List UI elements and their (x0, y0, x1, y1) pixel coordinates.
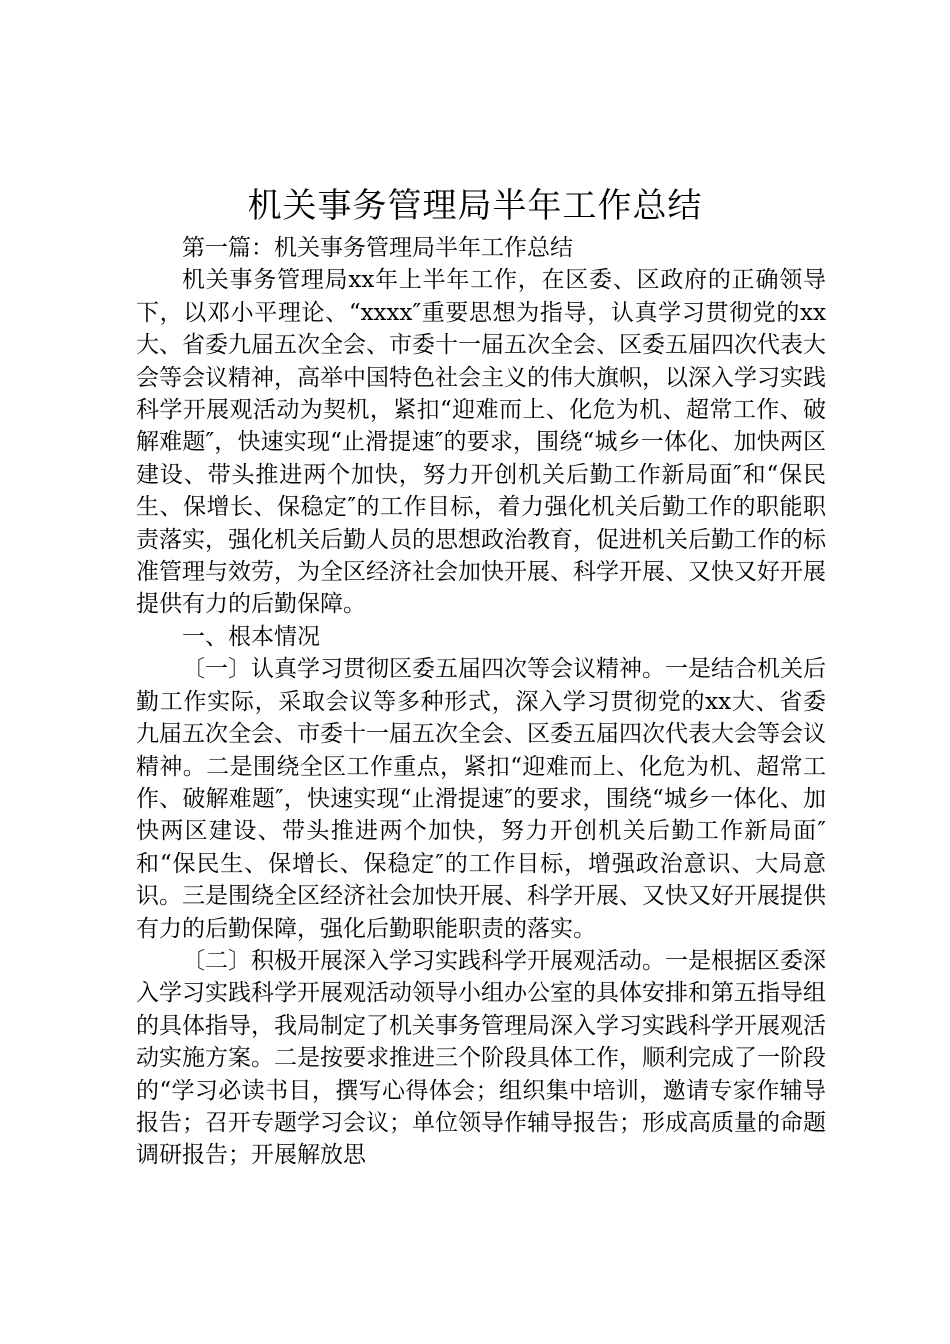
section-heading: 一、根本情况 (182, 623, 320, 650)
document-body (136, 232, 826, 1172)
section-heading: 第一篇：机关事务管理局半年工作总结 (182, 235, 573, 261)
body-paragraph: 〔一〕认真学习贯彻区委五届四次等会议精神。一是结合机关后勤工作实际，采取会议等多种形式，深入学习贯彻党的xx大、省委九届五次全会、市委十一届五次全会、区委五届四次代表大会等会议精神。二是围绕全区工作重点，紧扣“迎难而上、化危为机、超常工作、破解难题″，快速实现“止滑提速″的要求，围绕“城乡一体化、加快两区建设、带头推进两个加快，努力开创机关后勤工作新局面″和“保民生、保增长、保稳定″的工作目标，增强政治意识、大局意识。三是围绕全区经济社会加快开展、科学开展、又快又好开展提供有力的后勤保障，强化后勤职能职责的落实。 (136, 656, 826, 942)
body-paragraph: 〔二〕积极开展深入学习实践科学开展观活动。一是根据区委深入学习实践科学开展观活动领导小组办公室的具体安排和第五指导组的具体指导，我局制定了机关事务管理局深入学习实践科学开展观活动实施方案。二是按要求推进三个阶段具体工作，顺利完成了一阶段的“学习必读书目，撰写心得体会；组织集中培训，邀请专家作辅导报告；召开专题学习会议；单位领导作辅导报告；形成高质量的命题调研报告；开展解放思 (136, 947, 826, 1169)
document-title: 机关事务管理局半年工作总结 (247, 186, 703, 226)
body-paragraph: 机关事务管理局xx年上半年工作，在区委、区政府的正确领导下，以邓小平理论、“xxxx″重要思想为指导，认真学习贯彻党的xx大、省委九届五次全会、市委十一届五次全会、区委五届四次代表大会等会议精神，高举中国特色社会主义的伟大旗帜，以深入学习实践科学开展观活动为契机，紧扣“迎难而上、化危为机、超常工作、破解难题″，快速实现“止滑提速″的要求，围绕“城乡一体化、加快两区建设、带头推进两个加快，努力开创机关后勤工作新局面″和“保民生、保增长、保稳定″的工作目标，着力强化机关后勤工作的职能职责落实，强化机关后勤人员的思想政治教育，促进机关后勤工作的标准管理与效劳，为全区经济社会加快开展、科学开展、又快又好开展提供有力的后勤保障。 (136, 267, 826, 618)
